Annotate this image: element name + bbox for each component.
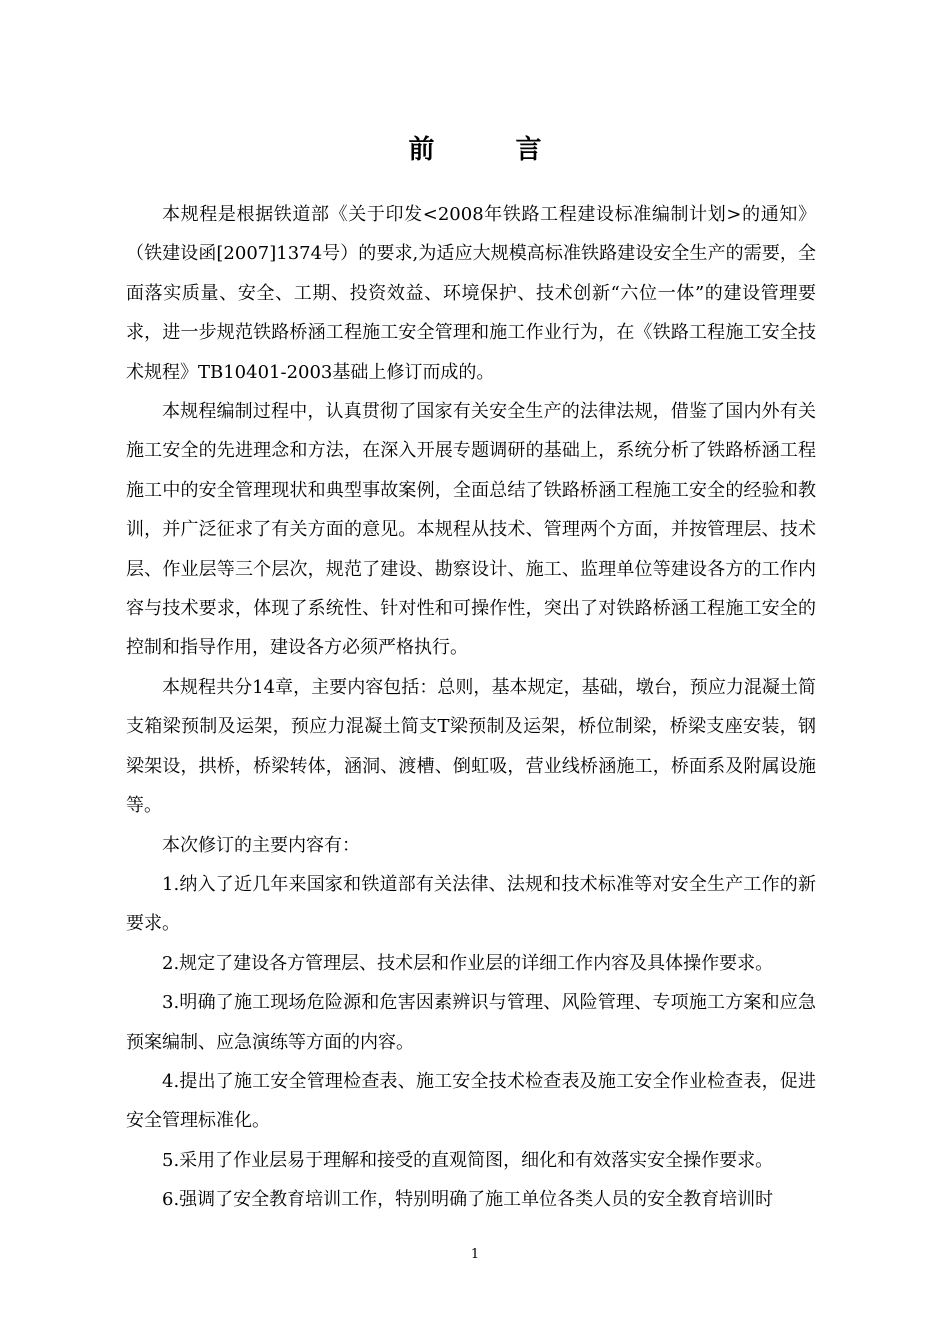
revision-item-5: 5.采用了作业层易于理解和接受的直观简图，细化和有效落实安全操作要求。 xyxy=(162,1149,774,1171)
revision-item-2: 2.规定了建设各方管理层、技术层和作业层的详细工作内容及具体操作要求。 xyxy=(162,952,774,974)
page-title: 前 言 xyxy=(408,135,578,165)
page-number: 1 xyxy=(470,1247,480,1262)
paragraph-revision-intro: 本次修订的主要内容有： xyxy=(162,834,360,856)
revision-item-3: 3.明确了施工现场危险源和危害因素辨识与管理、风险管理、专项施工方案和应急预案编制、应急演练等方面的内容。 xyxy=(126,992,816,1053)
paragraph-process: 本规程编制过程中，认真贯彻了国家有关安全生产的法律法规，借鉴了国内外有关施工安全的先进理念和方法，在深入开展专题调研的基础上，系统分析了铁路桥涵工程施工中的安全管理现状和典型事故案例，全面总结了铁路桥涵工程施工安全的经验和教训，并广泛征求了有关方面的意见。本规程从技术、管理两个方面，并按管理层、技术层、作业层等三个层次，规范了建设、勘察设计、施工、监理单位等建设各方的工作内容与技术要求，体现了系统性、针对性和可操作性，突出了对铁路桥涵工程施工安全的控制和指导作用，建设各方必须严格执行。 xyxy=(126,401,816,659)
document-body xyxy=(126,195,816,1220)
paragraph-basis: 本规程是根据铁道部《关于印发<2008年铁路工程建设标准编制计划>的通知》（铁建设函[2007]1374号）的要求,为适应大规模高标准铁路建设安全生产的需要，全面落实质量、安全、工期、投资效益、环境保护、技术创新“六位一体”的建设管理要求，进一步规范铁路桥涵工程施工安全管理和施工作业行为，在《铁路工程施工安全技术规程》TB10401-2003基础上修订而成的。 xyxy=(126,204,816,383)
revision-item-1: 1.纳入了近几年来国家和铁道部有关法律、法规和技术标准等对安全生产工作的新要求。 xyxy=(126,873,816,935)
revision-item-6: 6.强调了安全教育培训工作，特别明确了施工单位各类人员的安全教育培训时 xyxy=(162,1189,774,1211)
revision-item-4: 4.提出了施工安全管理检查表、施工安全技术检查表及施工安全作业检查表，促进安全管理标准化。 xyxy=(126,1070,816,1132)
paragraph-contents: 本规程共分14章，主要内容包括：总则，基本规定，基础，墩台，预应力混凝土简支箱梁预制及运架，预应力混凝土简支T梁预制及运架，桥位制梁，桥梁支座安装，钢梁架设，拱桥，桥梁转体，涵洞、渡槽、倒虹吸，营业线桥涵施工，桥面系及附属设施等。 xyxy=(126,676,816,817)
